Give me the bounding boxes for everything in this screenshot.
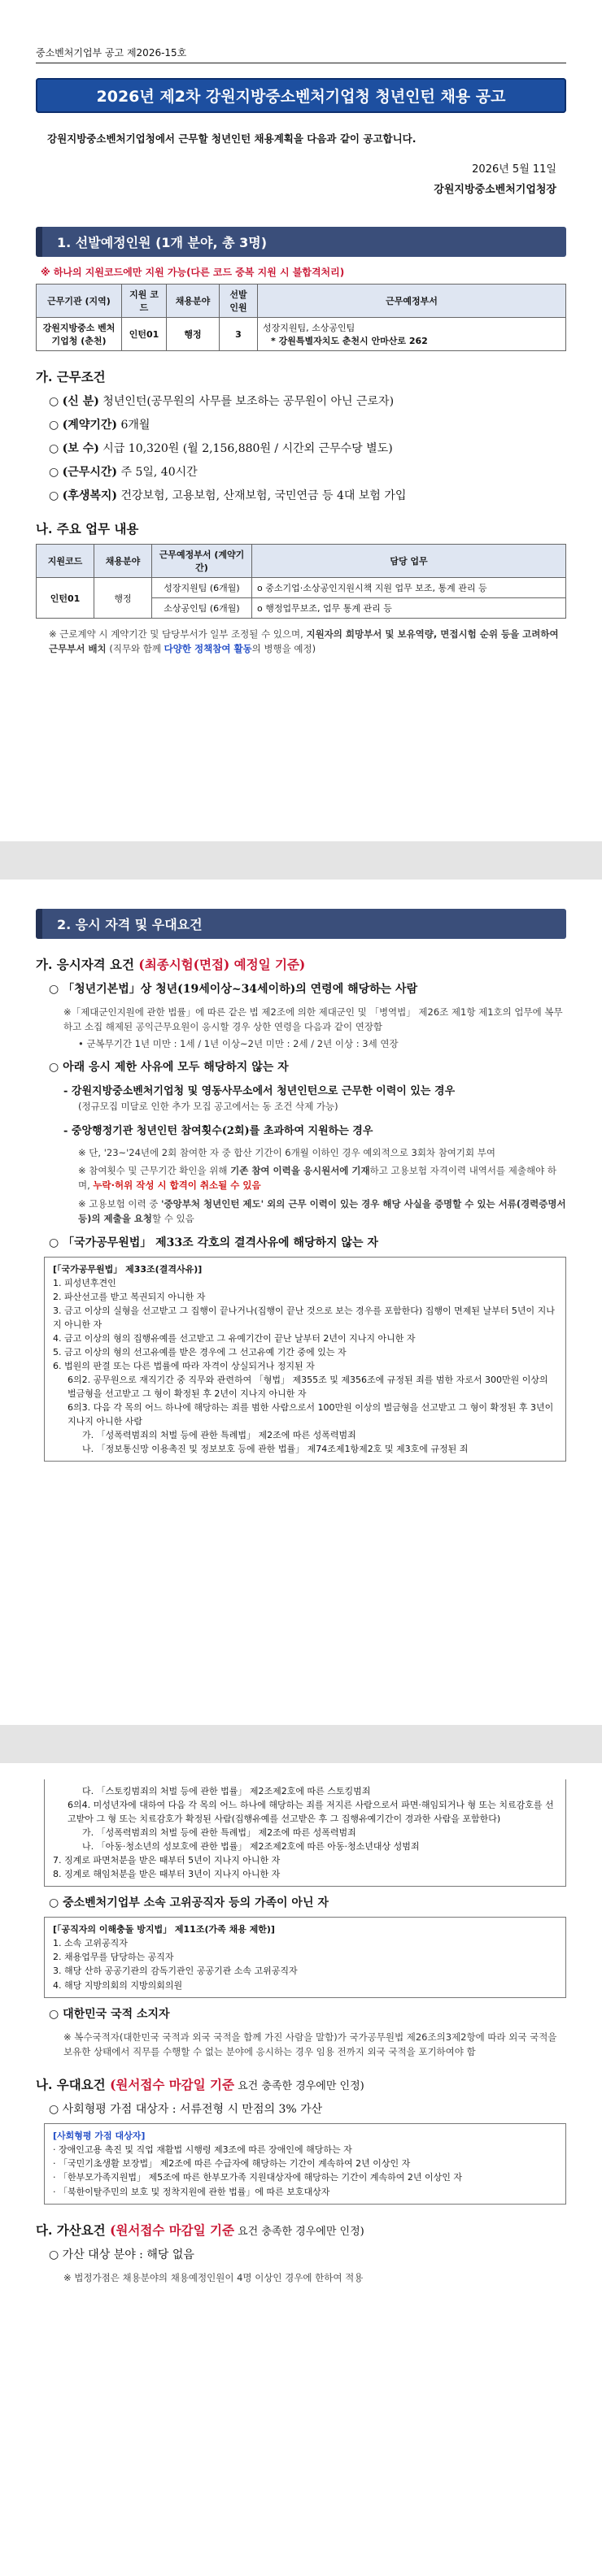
announce-org: 강원지방중소벤처기업청장	[434, 184, 556, 196]
age-extension: • 군복무기간 1년 미만 : 1세 / 1년 이상~2년 미만 : 2세 / 2년 이상 : 3세 연장	[78, 1037, 399, 1049]
th-org: 근무기관 (지역)	[37, 285, 122, 318]
social-item: · 「한부모가족지원법」 제5조에 따른 한부모가족 지원대상자에 해당하는 기간이 계속하여 2년 이상인 자	[53, 2172, 462, 2183]
condition-item: ○ (후생복지) 건강보험, 고용보험, 산재보험, 국민연금 등 4대 보험 가입	[49, 489, 407, 502]
page-1	[0, 0, 602, 841]
th-count: 선발 인원	[220, 285, 258, 318]
law-item: 가. 「성폭력범죄의 처벌 등에 관한 특례법」 제2조에 따른 성폭력범죄	[82, 1430, 356, 1441]
conflict-box	[44, 1917, 566, 1997]
law-item: 나. 「정보통신망 이용촉진 및 정보보호 등에 관한 법률」 제74조제1항제2호 및 제3호에 규정된 죄	[82, 1444, 469, 1455]
duty-desc-2: o 행정업무보조, 업무 통계 관리 등	[252, 598, 566, 619]
th-duty-dept: 근무예정부서 (계약기간)	[152, 545, 252, 578]
cell-org: 강원지방중소 벤처기업청 (춘천)	[37, 318, 122, 351]
page-gap-2	[0, 1725, 602, 1763]
social-item: · 장애인고용 촉진 및 직업 재활법 시행령 제3조에 따른 장애인에 해당하는 자	[53, 2144, 352, 2156]
restriction-2-note-2: ※ 참여횟수 및 근무기간 확인을 위해 기존 참여 이력을 응시원서에 기재하고 고용보험 자격이력 내역서를 제출해야 하며, 누락·허위 작성 시 합격이 취소될 수 있음	[78, 1164, 556, 1192]
duplicate-warning: ※ 하나의 지원코드에만 지원 가능(다른 코드 중복 지원 시 불합격처리)	[41, 267, 345, 278]
conflict-item: 2. 채용업무를 담당하는 공직자	[53, 1952, 174, 1963]
law-item: 나. 「아동·청소년의 성보호에 관한 법률」 제2조제2호에 따른 아동·청소년대상 성범죄	[82, 1841, 420, 1853]
duties-heading: 나. 주요 업무 내용	[36, 521, 139, 536]
law-item: 2. 파산선고를 받고 복권되지 아니한 자	[53, 1291, 206, 1302]
law-box	[44, 1257, 566, 1462]
eligibility-nationality: ○ 대한민국 국적 소지자	[49, 2007, 170, 2021]
law-item: 6의2. 공무원으로 재직기간 중 직무와 관련하여 「형법」 제355조 및 제356조에 규정된 죄를 범한 자로서 300만원 이상의 벌금형을 선고받고 그 형이 확정된 후 2년이 지나지 아니한 자	[68, 1374, 548, 1399]
preference-heading: 나. 우대요건 (원서접수 마감일 기준 요건 충족한 경우에만 인정)	[36, 2077, 364, 2093]
law-item: 가. 「성폭력범죄의 처벌 등에 관한 특례법」 제2조에 따른 성폭력범죄	[82, 1827, 356, 1839]
law-item: 6의3. 다음 각 목의 어느 하나에 해당하는 죄를 범한 사람으로서 100만원 이상의 벌금형을 선고받고 그 형이 확정된 후 3년이 지나지 아니한 사람	[68, 1401, 554, 1427]
th-duty-field: 채용분야	[94, 545, 152, 578]
th-field: 채용분야	[167, 285, 220, 318]
eligibility-disqualification: ○ 「국가공무원법」 제33조 각호의 결격사유에 해당하지 않는 자	[49, 1236, 378, 1249]
preference-item: ○ 사회형평 가점 대상자 : 서류전형 시 만점의 3% 가산	[49, 2103, 323, 2117]
law-item: 8. 징계로 해임처분을 받은 때부터 3년이 지나지 아니한 자	[53, 1869, 281, 1880]
duties-note: ※ 근로계약 시 계약기간 및 담당부서가 일부 조정될 수 있으며, 지원자의 희망부서 및 보유역량, 면접시험 순위 등을 고려하여 근무부서 배치 (직무와 함께 다양한 정책참여 활동의 병행을 예정)	[49, 628, 559, 655]
conflict-item: 1. 소속 고위공직자	[53, 1938, 128, 1949]
nationality-note: ※ 복수국적자(대한민국 국적과 외국 국적을 함께 가진 사람을 말함)가 국가공무원법 제26조의3제2항에 따라 외국 국적을 보유한 상태에서 직무를 수행할 수 없는 분야에 응시하는 경우 임용 전까지 외국 국적을 포기하여야 함	[63, 2031, 557, 2057]
law-item: 1. 피성년후견인	[53, 1277, 116, 1288]
recruit-table	[36, 284, 566, 351]
dept-line-1: 성장지원팀, 소상공인팀	[263, 323, 356, 333]
social-box	[44, 2123, 566, 2204]
law-item: 5. 금고 이상의 형의 선고유예를 받은 경우에 그 선고유예 기간 중에 있는 자	[53, 1346, 347, 1358]
eligibility-restriction: ○ 아래 응시 제한 사유에 모두 해당하지 않는 자	[49, 1061, 289, 1075]
eligibility-age: ○ 「청년기본법」상 청년(19세이상~34세이하)의 연령에 해당하는 사람	[49, 983, 418, 996]
th-dept: 근무예정부서	[258, 285, 566, 318]
duty-desc-1: o 중소기업·소상공인지원시책 지원 업무 보조, 통계 관리 등	[252, 578, 566, 598]
law-item: 4. 금고 이상의 형의 집행유예를 선고받고 그 유예기간이 끝난 날부터 2년이 지나지 아니한 자	[53, 1332, 416, 1344]
page-3	[0, 1763, 602, 2576]
conditions-heading: 가. 근무조건	[36, 369, 106, 384]
th-code: 지원 코드	[122, 285, 167, 318]
law-item: 다. 「스토킹범죄의 처벌 등에 관한 법률」 제2조제2호에 따른 스토킹범죄	[82, 1786, 371, 1796]
th-duty-code: 지원코드	[37, 545, 94, 578]
duty-dept-1: 성장지원팀 (6개월)	[152, 578, 252, 598]
condition-item: ○ (계약기간) 6개월	[49, 419, 150, 432]
condition-item: ○ (신 분) 청년인턴(공무원의 사무를 보조하는 공무원이 아닌 근로자)	[49, 395, 395, 408]
section-2-title: 2. 응시 자격 및 우대요건	[36, 909, 566, 939]
restriction-2: - 중앙행정기관 청년인턴 참여횟수(2회)를 초과하여 지원하는 경우	[63, 1124, 373, 1137]
conflict-item: 3. 해당 산하 공공기관의 감독기관인 공공기관 소속 고위공직자	[53, 1966, 298, 1977]
restriction-1: - 강원지방중소벤처기업청 및 영동사무소에서 청년인턴으로 근무한 이력이 있는 경우	[63, 1085, 456, 1098]
social-item: · 「국민기초생활 보장법」 제2조에 따른 수급자에 해당하는 기간이 계속하여 2년 이상인 자	[53, 2158, 411, 2170]
section-1-title: 1. 선발예정인원 (1개 분야, 총 3명)	[36, 227, 566, 257]
page-title: 2026년 제2차 강원지방중소벤처기업청 청년인턴 채용 공고	[36, 78, 566, 113]
law-item: 7. 징계로 파면처분을 받은 때부터 5년이 지나지 아니한 자	[53, 1855, 281, 1866]
law-item: 3. 금고 이상의 실형을 선고받고 그 집행이 끝나거나(집행이 끝난 것으로 보는 경우를 포함한다) 집행이 면제된 날부터 5년이 지나지 아니한 자	[53, 1305, 555, 1330]
duty-field: 행정	[94, 578, 152, 619]
conflict-item: 4. 해당 지방의회의 지방의회의원	[53, 1979, 183, 1991]
bonus-heading: 다. 가산요건 (원서접수 마감일 기준 요건 충족한 경우에만 인정)	[36, 2222, 364, 2238]
law-title: [「국가공무원법」 제33조(결격사유)]	[53, 1263, 203, 1275]
restriction-1-note: (정규모집 미달로 인한 추가 모집 공고에서는 동 조건 삭제 가능)	[78, 1101, 338, 1113]
intro-text: 강원지방중소벤처기업청에서 근무할 청년인턴 채용계획을 다음과 같이 공고합니다.	[47, 132, 417, 145]
social-item: · 「북한이탈주민의 보호 및 정착지원에 관한 법률」에 따른 보호대상자	[53, 2186, 330, 2197]
social-title: [사회형평 가점 대상자]	[53, 2131, 146, 2142]
doc-number: 중소벤처기업부 공고 제2026-15호	[36, 46, 566, 63]
page-2	[0, 880, 602, 1725]
cell-code: 인턴01	[122, 318, 167, 351]
law-box-continued	[44, 1779, 566, 1887]
eligibility-heading: 가. 응시자격 요건 (최종시험(면접) 예정일 기준)	[36, 957, 306, 972]
duties-table	[36, 544, 566, 619]
law-item: 6의4. 미성년자에 대하여 다음 각 목의 어느 하나에 해당하는 죄를 저지른 사람으로서 파면·해임되거나 형 또는 치료감호를 선고받아 그 형 또는 치료감호가 확정된 사람(집행유예를 선고받은 후 그 집행유예기간이 경과한 사람을 포함한다)	[68, 1800, 554, 1825]
age-note: ※「제대군인지원에 관한 법률」에 따른 같은 법 제2조에 의한 제대군인 및 「병역법」 제26조 제1항 제1호의 업무에 복무하고 소집 해제된 공익근무요원이 응시할 경우 상한 연령을 다음과 같이 연장함	[63, 1006, 563, 1033]
bonus-item: ○ 가산 대상 분야 : 해당 없음	[49, 2248, 194, 2261]
announce-date: 2026년 5월 11일	[472, 163, 556, 176]
bonus-note: ※ 법정가점은 채용분야의 채용예정인원이 4명 이상인 경우에 한하여 적용	[63, 2271, 364, 2283]
duty-code: 인턴01	[37, 578, 94, 619]
restriction-2-note-1: ※ 단, '23~'24년에 2회 참여한 자 중 합산 기간이 6개월 이하인 경우 예외적으로 3회차 참여기회 부여	[78, 1146, 496, 1158]
cell-count: 3	[220, 318, 258, 351]
law-item: 6. 법원의 판결 또는 다른 법률에 따라 자격이 상실되거나 정지된 자	[53, 1360, 315, 1371]
dept-line-2: * 강원특별자치도 춘천시 안마산로 262	[271, 336, 428, 346]
conflict-title: [「공직자의 이해충돌 방지법」 제11조(가족 채용 제한)]	[53, 1924, 275, 1935]
th-duty: 담당 업무	[252, 545, 566, 578]
duty-dept-2: 소상공인팀 (6개월)	[152, 598, 252, 619]
eligibility-family: ○ 중소벤처기업부 소속 고위공직자 등의 가족이 아닌 자	[49, 1896, 329, 1910]
page-gap-1	[0, 841, 602, 880]
restriction-2-note-3: ※ 고용보험 이력 중 '중앙부처 청년인턴 제도' 외의 근무 이력이 있는 경우 해당 사실을 증명할 수 있는 서류(경력증명서 등)의 제출을 요청할 수 있음	[78, 1197, 566, 1225]
condition-item: ○ (보 수) 시급 10,320원 (월 2,156,880원 / 시간외 근무수당 별도)	[49, 442, 393, 455]
condition-item: ○ (근무시간) 주 5일, 40시간	[49, 466, 198, 479]
cell-field: 행정	[167, 318, 220, 351]
cell-dept	[258, 318, 566, 351]
